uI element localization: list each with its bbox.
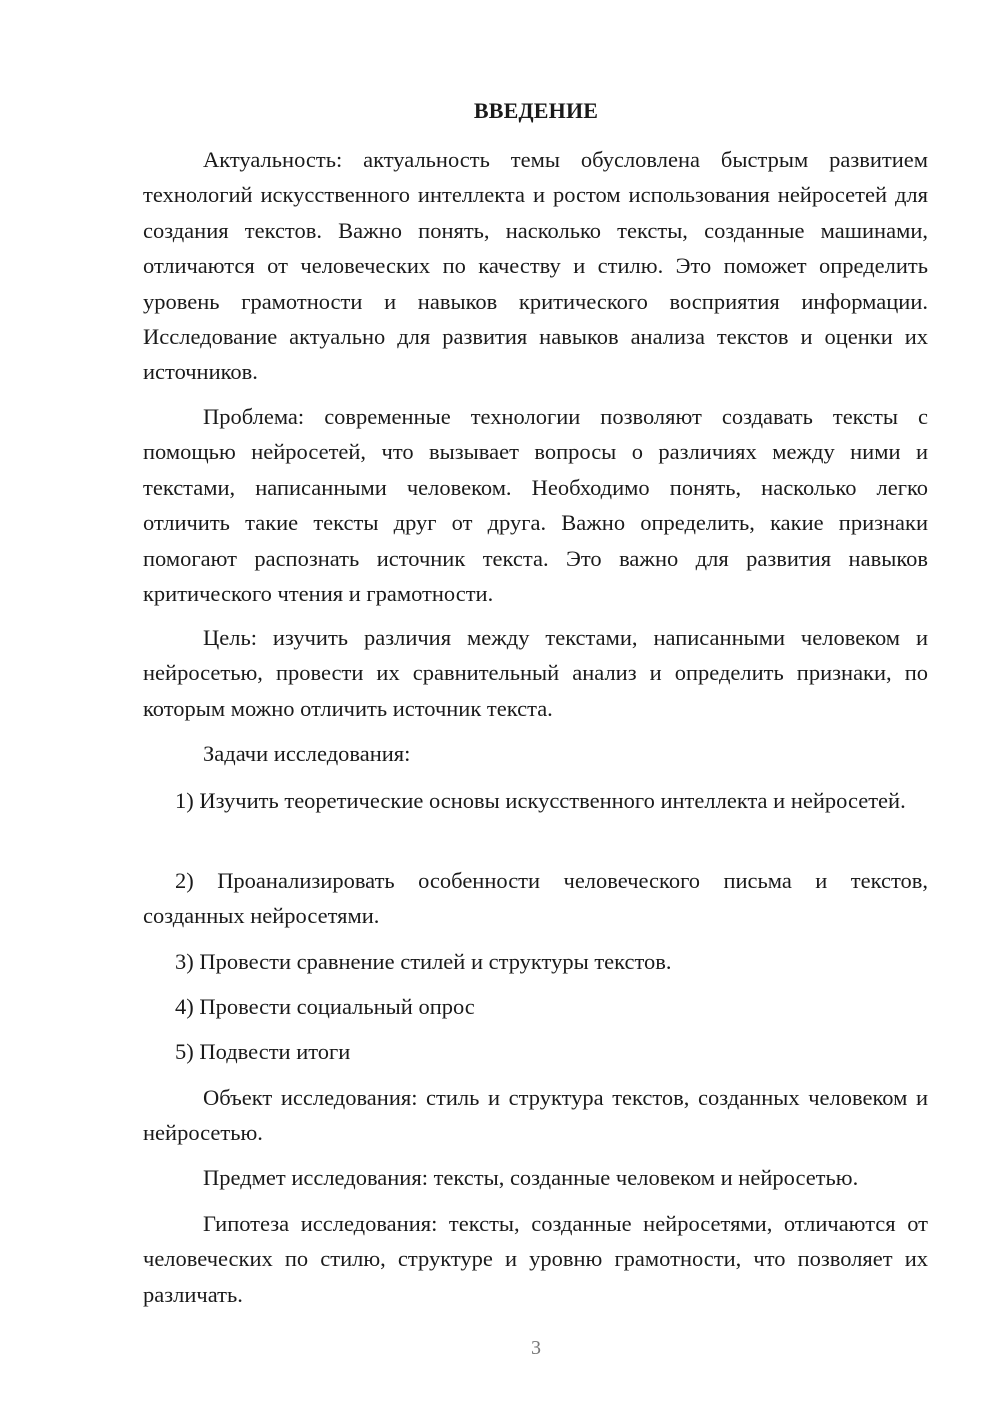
task-item-1: 1) Изучить теоретические основы искусственного интеллекта и нейросетей. xyxy=(175,788,906,813)
paragraph-goal: Цель: изучить различия между текстами, написанными человеком и нейросетью, провести их сравнительный анализ и определить признаки, по которым можно отличить источник текста. xyxy=(143,625,928,721)
tasks-heading: Задачи исследования: xyxy=(203,741,411,766)
page-number: 3 xyxy=(531,1337,541,1359)
paragraph-problem: Проблема: современные технологии позволяют создавать тексты с помощью нейросетей, что вызывает вопросы о различиях между ними и текстами, написанными человеком. Необходимо понять, насколько легко отличить такие тексты друг от друга. Важно определить, какие признаки помогают распознать источник текста. Это важно для развития навыков критического чтения и грамотности. xyxy=(143,404,928,607)
paragraph-relevance: Актуальность: актуальность темы обусловлена быстрым развитием технологий искусственного интеллекта и ростом использования нейросетей для создания текстов. Важно понять, насколько тексты, созданные машинами, отличаются от человеческих по качеству и стилю. Это поможет определить уровень грамотности и навыков критического восприятия информации. Исследование актуально для развития навыков анализа текстов и оценки их источников. xyxy=(143,147,928,385)
task-item-2: 2) Проанализировать особенности человеческого письма и текстов, созданных нейросетями. xyxy=(143,868,928,929)
task-item-5: 5) Подвести итоги xyxy=(175,1039,351,1064)
paragraph-object: Объект исследования: стиль и структура текстов, созданных человеком и нейросетью. xyxy=(143,1085,928,1146)
task-item-3: 3) Провести сравнение стилей и структуры текстов. xyxy=(175,949,672,974)
task-item-4: 4) Провести социальный опрос xyxy=(175,994,475,1019)
paragraph-hypothesis: Гипотеза исследования: тексты, созданные нейросетями, отличаются от человеческих по стилю, структуре и уровню грамотности, что позволяет их различать. xyxy=(143,1211,928,1307)
paragraph-subject: Предмет исследования: тексты, созданные человеком и нейросетью. xyxy=(203,1165,859,1190)
section-title: ВВЕДЕНИЕ xyxy=(473,98,599,123)
